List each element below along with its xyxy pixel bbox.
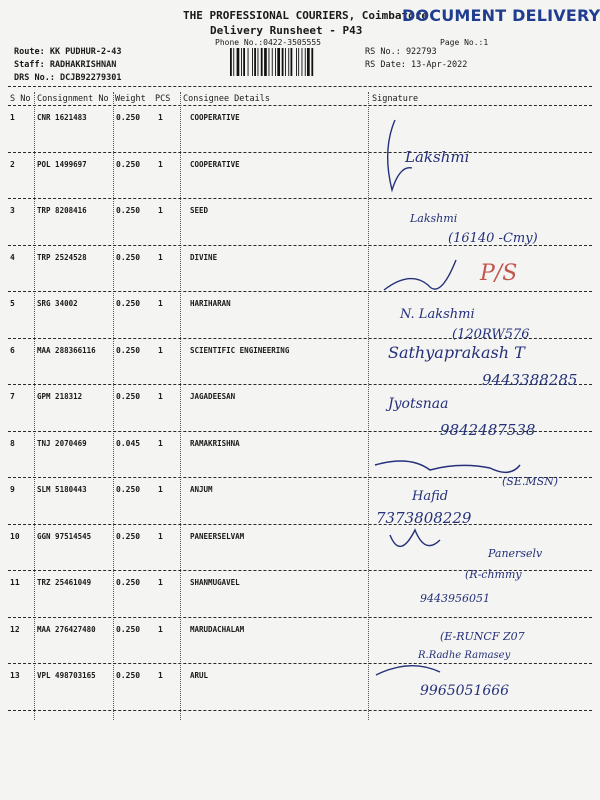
sign-7b: 9842487538 [440, 421, 536, 439]
sign-9b: 7373808229 [376, 509, 472, 527]
row-pcs: 1 [158, 299, 163, 308]
sign-7a: Jyotsnaa [388, 396, 449, 412]
col-pcs: PCS [155, 94, 171, 104]
row-consignment: TNJ 2070469 [37, 438, 87, 448]
row-weight: 0.250 [116, 578, 141, 587]
signature-scribble [384, 260, 456, 290]
signature-area [370, 110, 600, 750]
row-consignment: SLM 5180443 [37, 485, 87, 494]
row-consignee: SCIENTIFIC ENGINEERING [190, 345, 290, 355]
barcode-bar [305, 48, 306, 76]
row-weight: 0.250 [116, 299, 141, 308]
barcode-bar [298, 48, 299, 76]
drs-number: DRS No.: DCJB92279301 [14, 73, 122, 83]
barcode-bar [275, 48, 276, 76]
column-rule [113, 92, 114, 720]
row-pcs: 1 [158, 392, 163, 401]
barcode-bar [261, 48, 263, 76]
route-label: Route: KK PUDHUR-2-43 [14, 47, 122, 57]
ps-mark: P/S [480, 261, 518, 286]
barcode-bar [237, 48, 240, 76]
row-consignment: POL 1499697 [37, 159, 87, 169]
barcode-bar [254, 48, 256, 76]
row-sno: 13 [10, 671, 20, 680]
sign-8a: (SE.MSN) [502, 475, 559, 488]
barcode-image [230, 48, 355, 76]
row-sno: 12 [10, 624, 20, 634]
sign-9a: Hafid [412, 489, 449, 504]
row-consignment: VPL 498703165 [37, 671, 96, 680]
column-rule [180, 92, 181, 720]
staff-label: Staff: RADHAKRISHNAN [14, 60, 117, 70]
row-weight: 0.250 [116, 392, 141, 401]
row-consignment: MAA 288366116 [37, 345, 96, 355]
row-pcs: 1 [158, 252, 163, 262]
page-number: Page No.:1 [440, 38, 489, 47]
barcode-bar [296, 48, 297, 76]
row-consignee: ARUL [190, 671, 209, 680]
row-sno: 2 [10, 159, 15, 169]
row-weight: 0.250 [116, 345, 141, 355]
barcode-bar [258, 48, 259, 76]
row-consignee: HARIHARAN [190, 299, 231, 308]
sign-3a: Lakshmi [410, 212, 458, 225]
col-weight: Weight [115, 94, 146, 104]
row-pcs: 1 [158, 345, 163, 355]
sign-11b: 9443956051 [420, 592, 490, 605]
row-pcs: 1 [158, 206, 163, 215]
row-weight: 0.250 [116, 206, 141, 215]
row-consignment: CNR 1621483 [37, 113, 87, 122]
row-weight: 0.250 [116, 252, 141, 262]
sign-13a: R.Radhe Ramasey [418, 650, 511, 661]
barcode-bar [264, 48, 267, 76]
sign-5a: N. Lakshmi [400, 307, 475, 322]
row-weight: 0.045 [116, 438, 141, 448]
barcode-bar [302, 48, 303, 76]
row-sno: 3 [10, 206, 15, 215]
column-divider [8, 105, 592, 106]
row-consignment: TRZ 25461049 [37, 578, 92, 587]
barcode-bar [288, 48, 289, 76]
row-consignment: GGN 97514545 [37, 531, 92, 541]
row-pcs: 1 [158, 159, 163, 169]
col-consignee: Consignee Details [183, 94, 270, 104]
row-weight: 0.250 [116, 624, 141, 634]
row-pcs: 1 [158, 438, 163, 448]
row-weight: 0.250 [116, 531, 141, 541]
signature-scribble [390, 530, 440, 546]
col-consignment: Consignment No [37, 94, 109, 104]
row-weight: 0.250 [116, 159, 141, 169]
row-sno: 6 [10, 345, 15, 355]
row-consignee: COOPERATIVE [190, 159, 240, 169]
row-consignee: DIVINE [190, 252, 218, 262]
row-weight: 0.250 [116, 671, 141, 680]
row-sno: 9 [10, 485, 15, 494]
row-consignment: SRG 34002 [37, 299, 78, 308]
barcode-bar [277, 48, 280, 76]
sign-6a: Sathyaprakash T [388, 343, 525, 362]
barcode-bar [252, 48, 253, 76]
row-pcs: 1 [158, 671, 163, 680]
col-sno: S No [10, 94, 31, 104]
barcode-bar [311, 48, 313, 76]
row-sno: 8 [10, 438, 15, 448]
row-sno: 7 [10, 392, 15, 401]
row-consignment: TRP 2524528 [37, 252, 87, 262]
row-pcs: 1 [158, 531, 163, 541]
sign-1: Lakshmi [405, 148, 470, 166]
row-consignment: MAA 276427480 [37, 624, 96, 634]
row-pcs: 1 [158, 485, 163, 494]
col-signature: Signature [372, 94, 419, 104]
row-consignee: SHANMUGAVEL [190, 578, 240, 587]
row-consignment: GPM 218312 [37, 392, 83, 401]
sign-13b: 9965051666 [420, 683, 510, 699]
row-consignee: JAGADEESAN [190, 392, 236, 401]
barcode-bar [230, 48, 232, 76]
row-sno: 4 [10, 252, 15, 262]
row-sno: 5 [10, 299, 15, 308]
barcode-bar [272, 48, 273, 76]
sign-11a: (R-chmmy [465, 568, 522, 581]
barcode-bar [285, 48, 286, 76]
row-pcs: 1 [158, 113, 163, 122]
row-pcs: 1 [158, 578, 163, 587]
row-consignee: MARUDACHALAM [190, 624, 245, 634]
sign-3b: (16140 -Cmy) [448, 231, 538, 246]
row-consignee: COOPERATIVE [190, 113, 240, 122]
sign-5b: (120RW576 [452, 327, 530, 342]
rs-date: RS Date: 13-Apr-2022 [365, 60, 468, 70]
row-consignee: RAMAKRISHNA [190, 438, 240, 448]
sign-12a: (E-RUNCF Z07 [440, 630, 525, 643]
sign-8-scribble [375, 461, 520, 472]
row-consignee: PANEERSELVAM [190, 531, 245, 541]
barcode-bar [233, 48, 234, 76]
document-delivery-stamp: DOCUMENT DELIVERY [402, 6, 600, 25]
row-consignment: TRP 8208416 [37, 206, 87, 215]
barcode-bar [248, 48, 249, 76]
barcode-bar [307, 48, 310, 76]
barcode-bar [241, 48, 242, 76]
row-weight: 0.250 [116, 113, 141, 122]
header-divider [8, 86, 592, 87]
row-sno: 10 [10, 531, 20, 541]
runsheet-title: Delivery Runsheet - P43 [210, 24, 363, 37]
barcode-bar [291, 48, 293, 76]
row-pcs: 1 [158, 624, 163, 634]
row-consignee: ANJUM [190, 485, 213, 494]
column-rule [34, 92, 35, 720]
sign-6b: 9443388285 [482, 371, 578, 389]
company-name: THE PROFESSIONAL COURIERS, Coimbatore [183, 9, 429, 22]
row-sno: 11 [10, 578, 20, 587]
barcode-bar [243, 48, 245, 76]
barcode-bar [269, 48, 270, 76]
column-rule [368, 92, 369, 720]
phone-number: Phone No.:0422-3505555 [215, 38, 321, 47]
barcode-bar [282, 48, 284, 76]
signature-scribble [376, 666, 440, 675]
row-sno: 1 [10, 113, 15, 122]
row-consignee: SEED [190, 206, 209, 215]
rs-number: RS No.: 922793 [365, 47, 437, 57]
row-weight: 0.250 [116, 485, 141, 494]
sign-10a: Panerselv [488, 547, 543, 560]
